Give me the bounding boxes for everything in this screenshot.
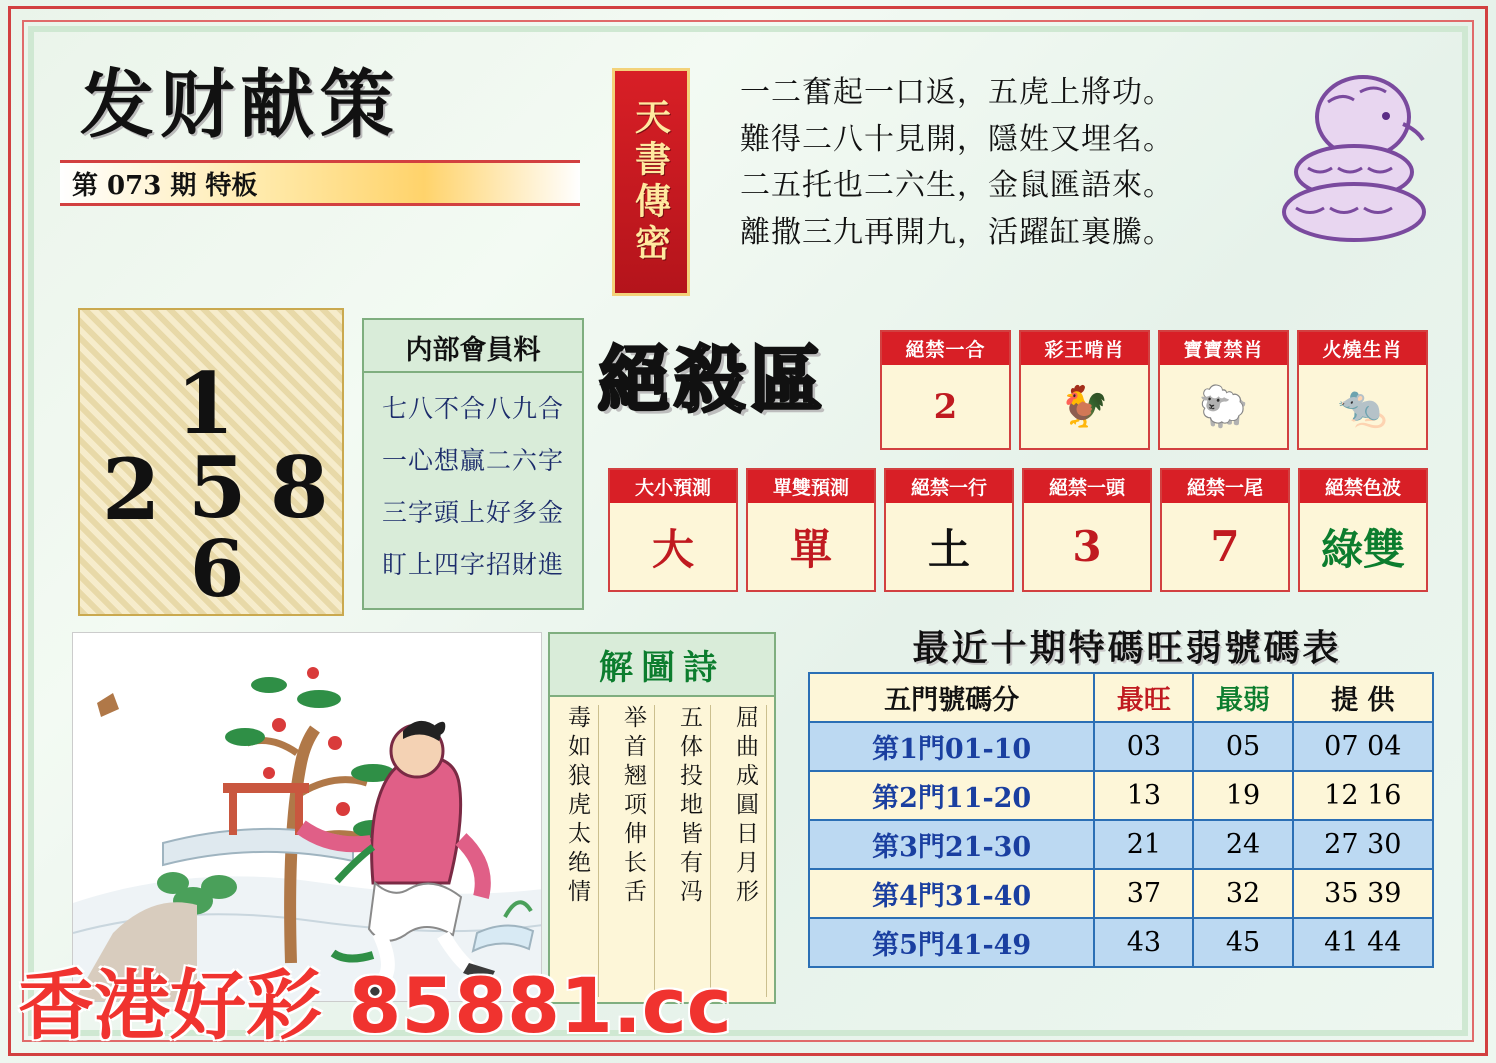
- row-provide: 35 39: [1293, 869, 1433, 918]
- card-ban-tail: [1160, 468, 1290, 592]
- grid-number: 6: [190, 524, 245, 615]
- table-row: [809, 869, 1433, 918]
- snake-icon: [1268, 72, 1438, 272]
- row-provide: 27 30: [1293, 820, 1433, 869]
- row-cold: 19: [1193, 771, 1292, 820]
- table-row: [809, 820, 1433, 869]
- page-title: 发财献策: [80, 62, 400, 148]
- card-value: [1160, 365, 1287, 448]
- sheep-icon: 🐑: [1198, 382, 1249, 430]
- card-value: 2: [933, 386, 958, 427]
- card-header: 彩王啃肖: [1021, 332, 1148, 365]
- card-odd-even-prediction: [746, 468, 876, 592]
- poem-column: 五体投地皆有冯: [669, 705, 711, 997]
- poem-line: 二五托也二六生，金鼠匯語來。: [740, 168, 1174, 203]
- row-label: 第5門41-49: [809, 918, 1094, 967]
- column-header-hot: 最旺: [1094, 673, 1193, 722]
- card-fire-zodiac: [1297, 330, 1428, 450]
- table-row: [809, 722, 1433, 771]
- member-info-box: [362, 318, 584, 610]
- column-header-provide: 提 供: [1293, 673, 1433, 722]
- card-ban-head: [1022, 468, 1152, 592]
- row-cold: 24: [1193, 820, 1292, 869]
- rooster-icon: 🐓: [1059, 382, 1110, 430]
- card-header: 大小預測: [610, 470, 736, 503]
- card-header: 絕禁一頭: [1024, 470, 1150, 503]
- poem-line: 離撒三九再開九，活躍缸裏騰。: [740, 214, 1174, 250]
- column-header-group: 五門號碼分: [809, 673, 1094, 722]
- poem-line: 難得二八十見開，隱姓又埋名。: [740, 121, 1174, 157]
- card-value: 7: [1210, 522, 1240, 571]
- row-provide: 12 16: [1293, 771, 1433, 820]
- card-header: 絕禁一合: [882, 332, 1009, 365]
- header-poem: [740, 70, 1260, 256]
- row-hot: 21: [1094, 820, 1193, 869]
- member-box-title: 内部會員料: [364, 320, 582, 373]
- column-header-cold: 最弱: [1193, 673, 1292, 722]
- card-big-small-prediction: [608, 468, 738, 592]
- card-header: 絕禁一行: [886, 470, 1012, 503]
- card-value: [1021, 365, 1148, 448]
- poem-column: 屈曲成圓日月形: [725, 705, 767, 997]
- grid-number: 5: [188, 438, 247, 537]
- card-ban-color-wave: [1298, 468, 1428, 592]
- card-value: [1299, 365, 1426, 448]
- card-value: 大: [651, 524, 694, 574]
- card-value: 單: [789, 524, 832, 574]
- issue-bar: [60, 160, 580, 206]
- poem-line: 一二奮起一口返，五虎上將功。: [740, 75, 1174, 110]
- row-provide: 07 04: [1293, 722, 1433, 771]
- card-value: 3: [1072, 522, 1102, 571]
- site-watermark: 香港好彩 85881.cc: [18, 961, 732, 1050]
- row-hot: 43: [1094, 918, 1193, 967]
- card-value: 土: [927, 524, 970, 574]
- grid-number: 2: [102, 440, 161, 539]
- card-header: 絕禁一尾: [1162, 470, 1288, 503]
- title-block: [60, 40, 580, 220]
- row-label: 第4門31-40: [809, 869, 1094, 918]
- table-header-row: [809, 673, 1433, 722]
- card-absolute-ban-combo: [880, 330, 1011, 450]
- card-header: 單雙預測: [748, 470, 874, 503]
- issue-label: 第 073 期 特板: [72, 170, 258, 201]
- kill-zone-banner: 絕殺區: [598, 337, 827, 422]
- row-provide: 41 44: [1293, 918, 1433, 967]
- rat-icon: 🐀: [1337, 382, 1388, 430]
- kill-zone-top-cards: [880, 330, 1428, 450]
- hot-cold-table-title: 最近十期特碼旺弱號碼表: [912, 627, 1342, 669]
- grid-number: 1: [176, 354, 235, 453]
- card-caiwang-zodiac: [1019, 330, 1150, 450]
- row-hot: 37: [1094, 869, 1193, 918]
- row-cold: 32: [1193, 869, 1292, 918]
- seal-banner: [612, 68, 690, 296]
- card-header: 寶寶禁肖: [1160, 332, 1287, 365]
- poem-column: 毒如狼虎太绝情: [557, 705, 599, 997]
- member-line: 一心想贏二六字: [381, 446, 564, 475]
- lucky-number-grid: [78, 308, 344, 616]
- member-line: 盯上四字招財進: [381, 550, 564, 579]
- row-label: 第2門11-20: [809, 771, 1094, 820]
- poem-column: 举首翘项伸长舌: [613, 705, 655, 997]
- picture-poem-title: 解圖詩: [550, 634, 774, 697]
- card-header: 火燒生肖: [1299, 332, 1426, 365]
- card-value: 綠雙: [1320, 524, 1405, 574]
- member-line: 七八不合八九合: [381, 394, 564, 423]
- row-hot: 03: [1094, 722, 1193, 771]
- card-header: 絕禁色波: [1300, 470, 1426, 503]
- seal-label: 天書傳密: [629, 98, 672, 266]
- row-cold: 05: [1193, 722, 1292, 771]
- row-label: 第3門21-30: [809, 820, 1094, 869]
- table-row: [809, 918, 1433, 967]
- member-line: 三字頭上好多金: [381, 498, 564, 527]
- row-label: 第1門01-10: [809, 722, 1094, 771]
- grid-number: 8: [270, 438, 329, 537]
- table-row: [809, 771, 1433, 820]
- card-baobao-ban-zodiac: [1158, 330, 1289, 450]
- card-ban-element: [884, 468, 1014, 592]
- row-cold: 45: [1193, 918, 1292, 967]
- hot-cold-table: [808, 672, 1434, 968]
- kill-zone-bottom-cards: [608, 468, 1428, 592]
- row-hot: 13: [1094, 771, 1193, 820]
